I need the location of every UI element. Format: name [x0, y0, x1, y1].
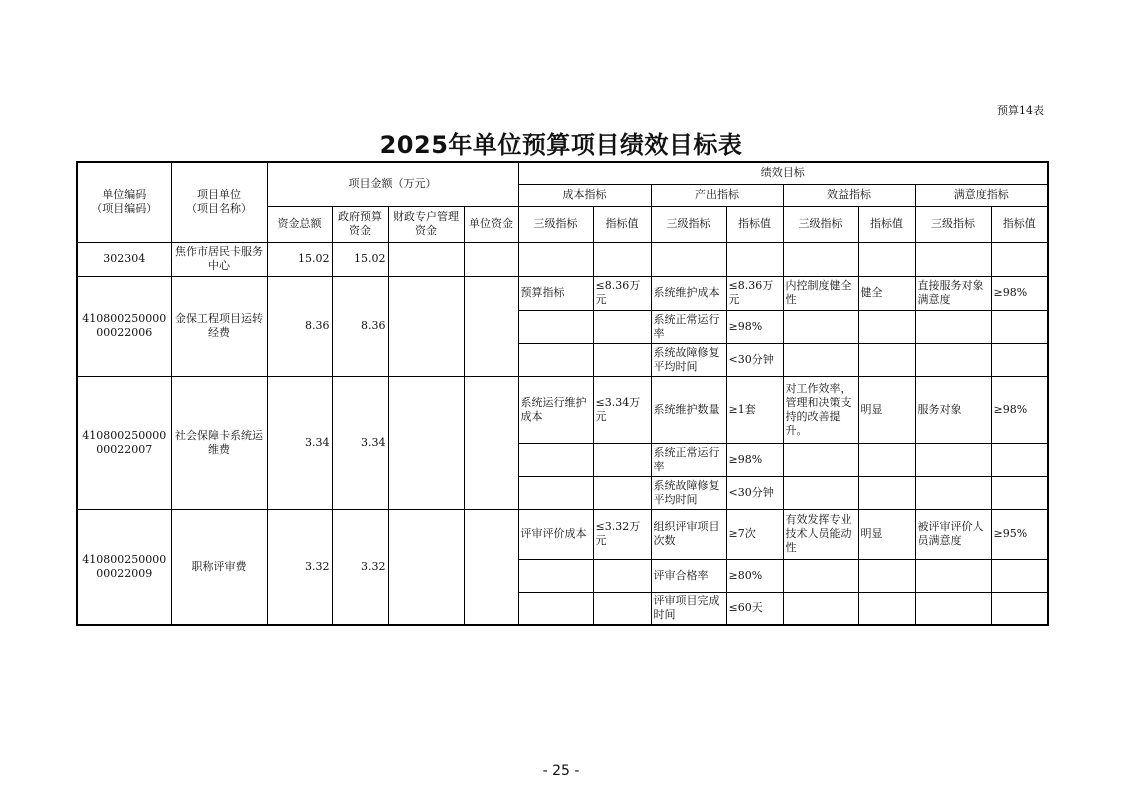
table-number-label: 预算14表 [997, 104, 1044, 117]
page-number: - 25 - [542, 763, 580, 779]
unit-output-value [726, 242, 783, 276]
project-total: 8.36 [267, 276, 332, 376]
project-code: 41080025000000022007 [77, 376, 171, 509]
output-indicator: 系统正常运行率 [651, 443, 726, 476]
header-amount-group: 项目金额（万元） [267, 162, 518, 206]
cost-indicator [518, 443, 593, 476]
output-indicator: 系统维护成本 [651, 276, 726, 310]
satisfaction-indicator [915, 443, 991, 476]
project-name: 职称评审费 [171, 509, 267, 625]
benefit-indicator: 对工作效率，管理和决策支持的改善提升。 [783, 376, 858, 443]
satisfaction-indicator [915, 310, 991, 343]
header-gov-fund: 政府预算资金 [332, 206, 388, 242]
cost-value: ≤8.36万元 [593, 276, 651, 310]
project-special-fund [388, 376, 464, 509]
benefit-value: 明显 [858, 509, 915, 559]
header-cost-value: 指标值 [593, 206, 651, 242]
output-value: ≥98% [726, 310, 783, 343]
cost-indicator [518, 310, 593, 343]
project-row [77, 509, 1048, 559]
output-value: ≤60天 [726, 592, 783, 625]
output-value: ≤8.36万元 [726, 276, 783, 310]
unit-unit-fund [464, 242, 518, 276]
unit-satisfaction-value [991, 242, 1048, 276]
benefit-value: 健全 [858, 276, 915, 310]
project-gov-fund: 3.32 [332, 509, 388, 625]
output-indicator: 系统维护数量 [651, 376, 726, 443]
satisfaction-indicator [915, 476, 991, 509]
header-cost-level3: 三级指标 [518, 206, 593, 242]
benefit-indicator [783, 476, 858, 509]
satisfaction-indicator: 直接服务对象满意度 [915, 276, 991, 310]
benefit-indicator [783, 343, 858, 376]
benefit-indicator [783, 310, 858, 343]
output-value: ≥98% [726, 443, 783, 476]
page-title: 2025年单位预算项目绩效目标表 [379, 131, 743, 159]
unit-total: 15.02 [267, 242, 332, 276]
unit-row [77, 242, 1048, 276]
output-indicator: 系统故障修复平均时间 [651, 476, 726, 509]
project-row [77, 376, 1048, 443]
project-code: 41080025000000022009 [77, 509, 171, 625]
unit-special-fund [388, 242, 464, 276]
benefit-value [858, 592, 915, 625]
satisfaction-value [991, 559, 1048, 592]
output-indicator: 评审合格率 [651, 559, 726, 592]
header-output-level3: 三级指标 [651, 206, 726, 242]
project-row [77, 276, 1048, 310]
satisfaction-value [991, 476, 1048, 509]
benefit-value [858, 343, 915, 376]
cost-value [593, 343, 651, 376]
header-satisfaction-group: 满意度指标 [915, 184, 1048, 206]
cost-value: ≤3.32万元 [593, 509, 651, 559]
benefit-indicator: 内控制度健全性 [783, 276, 858, 310]
header-total: 资金总额 [267, 206, 332, 242]
project-code: 41080025000000022006 [77, 276, 171, 376]
project-unit-fund [464, 276, 518, 376]
unit-benefit-value [858, 242, 915, 276]
project-special-fund [388, 509, 464, 625]
cost-value: ≤3.34万元 [593, 376, 651, 443]
satisfaction-indicator: 被评审评价人员满意度 [915, 509, 991, 559]
satisfaction-value: ≥95% [991, 509, 1048, 559]
cost-value [593, 310, 651, 343]
project-name: 社会保障卡系统运维费 [171, 376, 267, 509]
header-unit-fund: 单位资金 [464, 206, 518, 242]
header-unit-name: 项目单位 （项目名称） [171, 162, 267, 242]
output-indicator: 系统正常运行率 [651, 310, 726, 343]
header-special-fund: 财政专户管理资金 [388, 206, 464, 242]
header-unit-code: 单位编码 （项目编码） [77, 162, 171, 242]
output-value: <30分钟 [726, 343, 783, 376]
output-value: ≥1套 [726, 376, 783, 443]
unit-cost-level3 [518, 242, 593, 276]
project-name: 金保工程项目运转经费 [171, 276, 267, 376]
satisfaction-value: ≥98% [991, 376, 1048, 443]
header-benefit-value: 指标值 [858, 206, 915, 242]
unit-satisfaction-level3 [915, 242, 991, 276]
cost-value [593, 592, 651, 625]
header-satisfaction-level3: 三级指标 [915, 206, 991, 242]
project-gov-fund: 3.34 [332, 376, 388, 509]
header-output-group: 产出指标 [651, 184, 783, 206]
cost-indicator [518, 559, 593, 592]
benefit-value [858, 310, 915, 343]
cost-indicator: 系统运行维护成本 [518, 376, 593, 443]
satisfaction-value [991, 592, 1048, 625]
output-value: ≥7次 [726, 509, 783, 559]
cost-value [593, 443, 651, 476]
unit-output-level3 [651, 242, 726, 276]
benefit-value [858, 476, 915, 509]
satisfaction-indicator [915, 559, 991, 592]
header-benefit-level3: 三级指标 [783, 206, 858, 242]
header-output-value: 指标值 [726, 206, 783, 242]
output-indicator: 组织评审项目次数 [651, 509, 726, 559]
unit-gov-fund: 15.02 [332, 242, 388, 276]
output-indicator: 评审项目完成时间 [651, 592, 726, 625]
unit-name: 焦作市居民卡服务中心 [171, 242, 267, 276]
project-gov-fund: 8.36 [332, 276, 388, 376]
satisfaction-value [991, 310, 1048, 343]
cost-indicator [518, 343, 593, 376]
unit-code: 302304 [77, 242, 171, 276]
output-value: <30分钟 [726, 476, 783, 509]
project-unit-fund [464, 509, 518, 625]
cost-indicator [518, 476, 593, 509]
header-performance-group: 绩效目标 [518, 162, 1048, 184]
benefit-indicator [783, 559, 858, 592]
benefit-indicator [783, 443, 858, 476]
cost-indicator [518, 592, 593, 625]
satisfaction-value: ≥98% [991, 276, 1048, 310]
output-indicator: 系统故障修复平均时间 [651, 343, 726, 376]
satisfaction-value [991, 343, 1048, 376]
unit-cost-value [593, 242, 651, 276]
satisfaction-indicator [915, 592, 991, 625]
performance-target-table [76, 161, 1049, 626]
header-cost-group: 成本指标 [518, 184, 651, 206]
header-benefit-group: 效益指标 [783, 184, 915, 206]
cost-indicator: 预算指标 [518, 276, 593, 310]
project-unit-fund [464, 376, 518, 509]
satisfaction-indicator: 服务对象 [915, 376, 991, 443]
benefit-value [858, 443, 915, 476]
project-total: 3.34 [267, 376, 332, 509]
benefit-indicator: 有效发挥专业技术人员能动性 [783, 509, 858, 559]
cost-indicator: 评审评价成本 [518, 509, 593, 559]
cost-value [593, 476, 651, 509]
cost-value [593, 559, 651, 592]
project-total: 3.32 [267, 509, 332, 625]
satisfaction-indicator [915, 343, 991, 376]
output-value: ≥80% [726, 559, 783, 592]
benefit-value: 明显 [858, 376, 915, 443]
project-special-fund [388, 276, 464, 376]
benefit-value [858, 559, 915, 592]
benefit-indicator [783, 592, 858, 625]
header-satisfaction-value: 指标值 [991, 206, 1048, 242]
satisfaction-value [991, 443, 1048, 476]
unit-benefit-level3 [783, 242, 858, 276]
